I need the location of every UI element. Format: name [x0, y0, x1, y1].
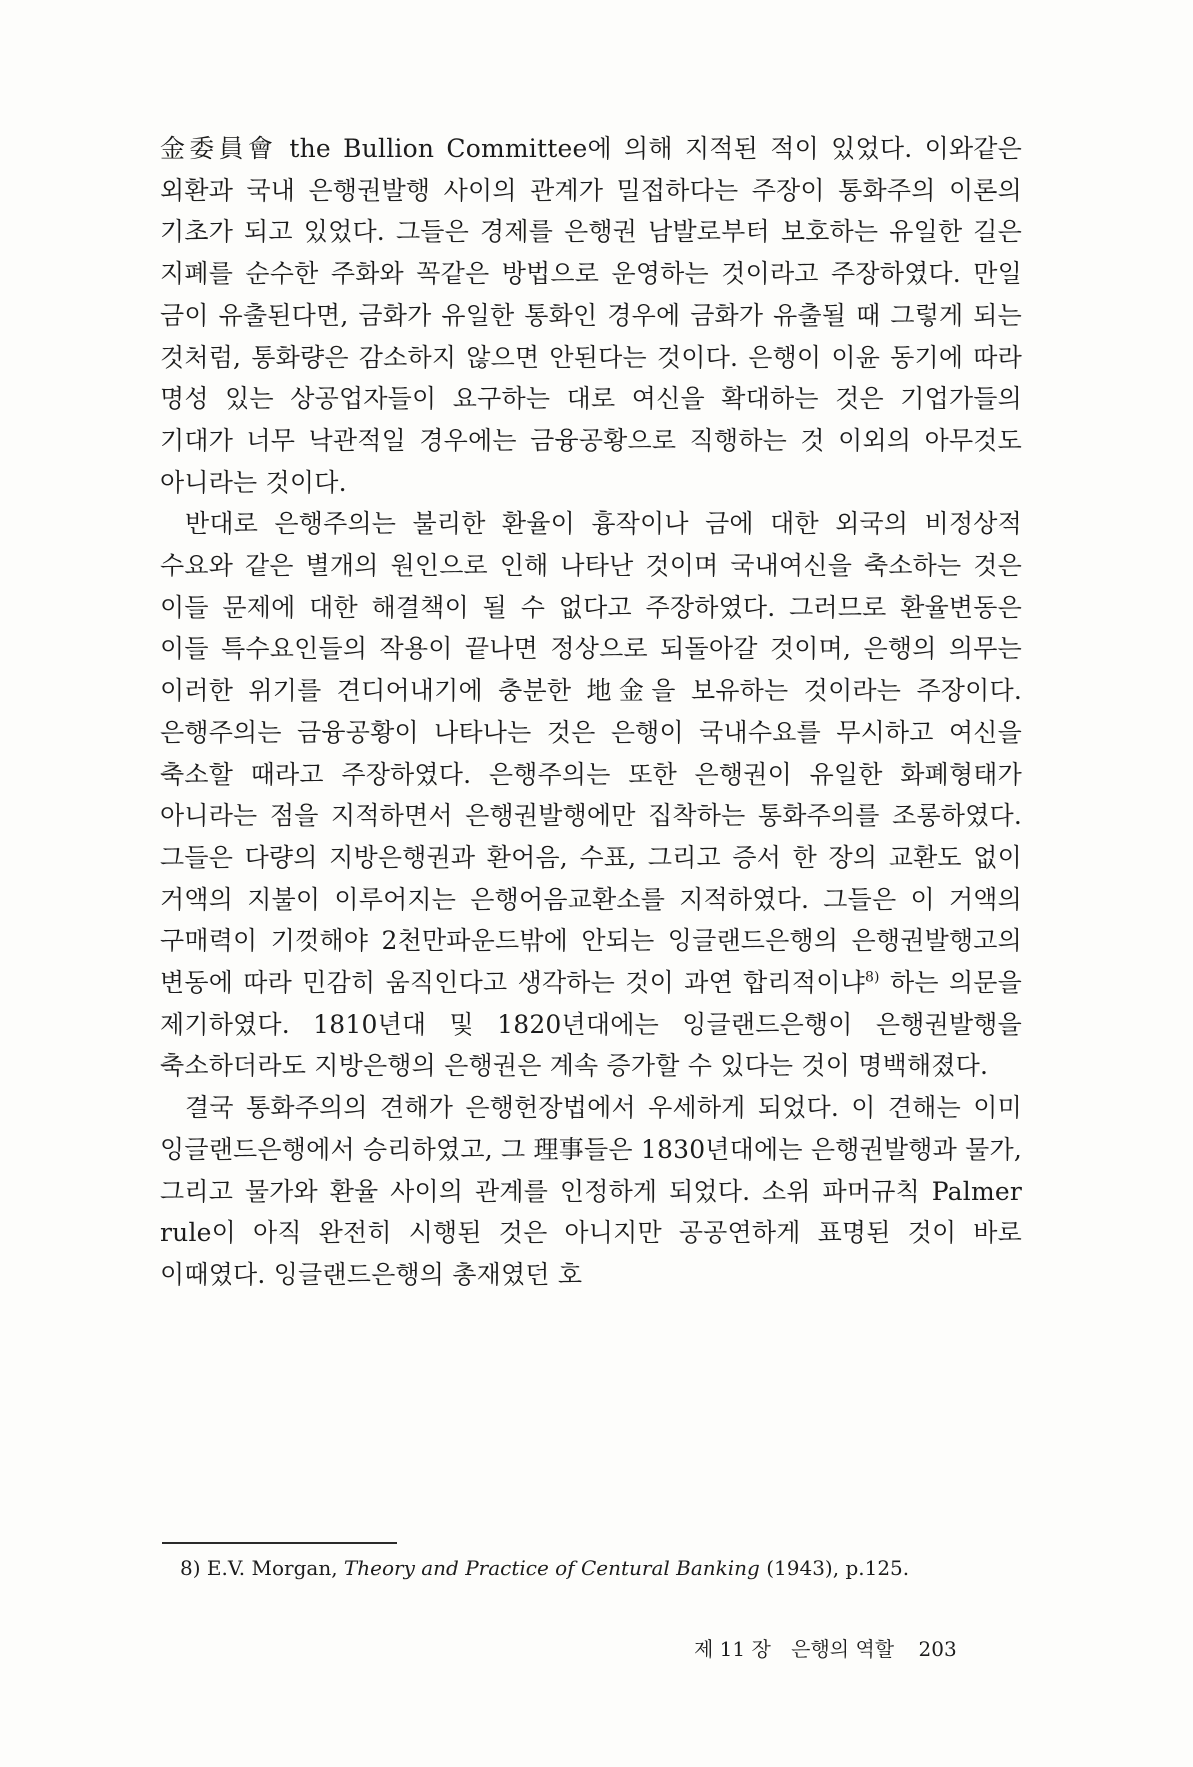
footnote-number: 8)	[180, 1556, 201, 1580]
footnote-divider	[162, 1542, 397, 1544]
footnote	[180, 1553, 1022, 1583]
paragraph-1-text: 金委員會 the Bullion Committee에 의해 지적된 적이 있었다. 이와같은 외환과 국내 은행권발행 사이의 관계가 밀접하다는 주장이 통화주의 이론의 기초가 되고 있었다. 그들은 경제를 은행권 남발로부터 보호하는 유일한 길은 지폐를 순수한 주화와 꼭같은 방법으로 운영하는 것이라고 주장하였다. 만일 금이 유출된다면, 금화가 유일한 통화인 경우에 금화가 유출될 때 그렇게 되는 것처럼, 통화량은 감소하지 않으면 안된다는 것이다. 은행이 이윤 동기에 따라 명성 있는 상공업자들이 요구하는 대로 여신을 확대하는 것은 기업가들의 기대가 너무 낙관적일 경우에는 금융공황으로 직행하는 것 이외의 아무것도 아니라는 것이다.	[160, 134, 1022, 497]
footnote-book-title: Theory and Practice of Centural Banking	[343, 1556, 760, 1580]
footnote-author: E.V. Morgan,	[206, 1556, 338, 1580]
paragraph-2-text-b: 하는 의문을 제기하였다. 1810년대 및 1820년대에는 잉글랜드은행이 은행권발행을 축소하더라도 지방은행의 은행권은 계속 증가할 수 있다는 것이 명백해졌다.	[160, 968, 1022, 1081]
paragraph-2-text-a: 반대로 은행주의는 불리한 환율이 흉작이나 금에 대한 외국의 비정상적 수요와 같은 별개의 원인으로 인해 나타난 것이며 국내여신을 축소하는 것은 이들 문제에 대한 해결책이 될 수 없다고 주장하였다. 그러므로 환율변동은 이들 특수요인들의 작용이 끝나면 정상으로 되돌아갈 것이며, 은행의 의무는 이러한 위기를 견디어내기에 충분한 地金을 보유하는 것이라는 주장이다. 은행주의는 금융공황이 나타나는 것은 은행이 국내수요를 무시하고 여신을 축소할 때라고 주장하였다. 은행주의는 또한 은행권이 유일한 화폐형태가 아니라는 점을 지적하면서 은행권발행에만 집착하는 통화주의를 조롱하였다. 그들은 다량의 지방은행권과 환어음, 수표, 그리고 증서 한 장의 교환도 없이 거액의 지불이 이루어지는 은행어음교환소를 지적하였다. 그들은 이 거액의 구매력이 기껏해야 2천만파운드밖에 안되는 잉글랜드은행의 은행권발행고의 변동에 따라 민감히 움직인다고 생각하는 것이 과연 합리적이냐	[160, 509, 1022, 998]
paragraph-3	[160, 1087, 1022, 1296]
chapter-label: 제 11 장	[694, 1637, 771, 1661]
footnote-details: (1943), p.125.	[766, 1556, 910, 1580]
paragraph-3-text: 결국 통화주의의 견해가 은행헌장법에서 우세하게 되었다. 이 견해는 이미 잉글랜드은행에서 승리하였고, 그 理事들은 1830년대에는 은행권발행과 물가, 그리고 물가와 환율 사이의 관계를 인정하게 되었다. 소위 파머규칙 Palmer rule이 아직 완전히 시행된 것은 아니지만 공공연하게 표명된 것이 바로 이때였다. 잉글랜드은행의 총재였던 호	[160, 1093, 1022, 1289]
footnote-reference: 8)	[864, 969, 880, 986]
paragraph-1	[160, 128, 1022, 503]
page-number: 203	[918, 1637, 957, 1661]
chapter-title: 은행의 역할	[791, 1637, 895, 1661]
running-footer	[694, 1634, 994, 1664]
body-text	[160, 128, 1022, 1296]
paragraph-2	[160, 503, 1022, 1087]
